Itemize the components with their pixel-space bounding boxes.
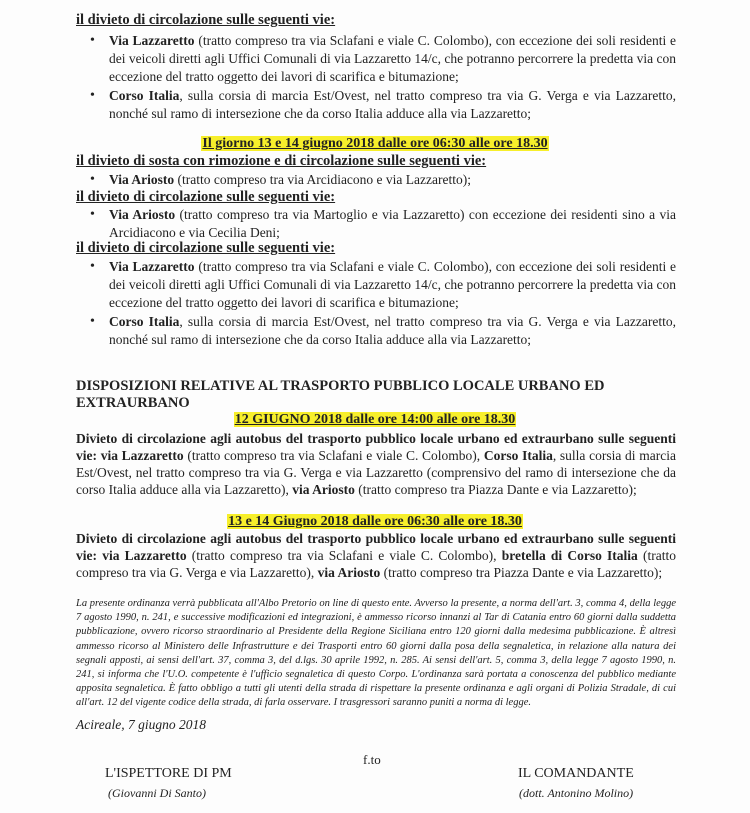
list-item: • Via Ariosto (tratto compreso tra via Martoglio e via Lazzaretto) con eccezione dei residenti sino a via Arcidiacono e via Cecilia Deni; (76, 206, 676, 242)
legal-notice: La presente ordinanza verrà pubblicata all'Albo Pretorio on line di questo ente. Avverso la presente, a norma dell'art. 3, comma 4, della legge 7 agosto 1990, n. 241, e successive modificazioni ed integrazioni, è ammesso ricorso innanzi al Tar di Catania entro 60 giorni dalla suddetta pubblicazione, ovvero ricorso straordinario al Presidente della Regione Siciliana entro 120 giorni dalla medesima pubblicazione. È altresì ammesso ricorso al Ministero delle Infrastrutture e dei Trasporti entro 60 giorni dalla posa della segnaletica, in relazione alla natura dei segnali apposti, ai sensi dell'art. 37, comma 3, del d.lgs. 30 aprile 1992, n. 285. Ai sensi dell'art. 5, comma 3, della legge 7 agosto 1990, n. 241, si informa che l'U.O. competente è l'ufficio segnaletica di questo Corpo. L'ordinanza sarà portata a conoscenza del pubblico mediante apposita segnaletica. È fatto obbligo a tutti gli utenti della strada di rispettare la presente ordinanza e agli organi di Polizia Stradale, di cui all'art. 12 del vigente codice della strada, di farla osservare. I trasgressori saranno puniti a norma di legge. (76, 598, 676, 709)
street-list-2 (76, 171, 676, 190)
signed-mark: f.to (363, 752, 381, 767)
signature-left-name: (Giovanni Di Santo) (108, 786, 206, 800)
signature-right-title: IL COMANDANTE (518, 766, 634, 781)
place-date: Acireale, 7 giugno 2018 (76, 717, 206, 732)
street-list-4 (76, 258, 676, 350)
list-item: • Via Ariosto (tratto compreso tra via Arcidiacono e via Lazzaretto); (76, 171, 676, 189)
date-highlight-2: 12 GIUGNO 2018 dalle ore 14:00 alle ore 18.30 (234, 412, 516, 427)
list-item: • Via Lazzaretto (tratto compreso tra via Sclafani e viale C. Colombo), con eccezione dei soli residenti e dei veicoli diretti agli Uffici Comunali di via Lazzaretto 14/c, che potranno percorrere la predetta via con eccezione del tratto oggetto dei lavori di scarifica e bitumazione; (76, 32, 676, 86)
heading-traffic-ban: il divieto di circolazione sulle seguenti vie: (76, 240, 336, 256)
bus-ban-paragraph-2: Divieto di circolazione agli autobus del trasporto pubblico locale urbano ed extraurbano sulle seguenti vie: via Lazzaretto (tratto compreso tra via Sclafani e viale C. Colombo), bretella di Corso Italia (tratto compreso tra via G. Verga e via Lazzaretto), via Ariosto (tratto compreso tra Piazza Dante e via Lazzaretto); (76, 531, 676, 580)
heading-parking-ban: il divieto di sosta con rimozione e di circolazione sulle seguenti vie: (76, 153, 487, 169)
date-highlight-1: Il giorno 13 e 14 giugno 2018 dalle ore 06:30 alle ore 18.30 (202, 136, 548, 151)
list-item: • Corso Italia, sulla corsia di marcia Est/Ovest, nel tratto compreso tra via G. Verga e via Lazzaretto, nonché sul ramo di intersezione che da corso Italia adduce alla via Lazzaretto; (76, 87, 676, 123)
heading-traffic-ban: il divieto di circolazione sulle seguenti vie: (76, 12, 336, 28)
street-list-1 (76, 32, 676, 124)
bus-ban-paragraph-1: Divieto di circolazione agli autobus del trasporto pubblico locale urbano ed extraurbano sulle seguenti vie: via Lazzaretto (tratto compreso tra via Sclafani e viale C. Colombo), Corso Italia, sulla corsia di marcia Est/Ovest, nel tratto compreso tra via G. Verga e via Lazzaretto (comprensivo del ramo di intersezione che da corso Italia adduce alla via Lazzaretto), via Ariosto (tratto compreso tra Piazza Dante e via Lazzaretto); (76, 431, 676, 497)
list-item: • Corso Italia, sulla corsia di marcia Est/Ovest, nel tratto compreso tra via G. Verga e via Lazzaretto, nonché sul ramo di intersezione che da corso Italia adduce alla via Lazzaretto; (76, 313, 676, 349)
heading-traffic-ban: il divieto di circolazione sulle seguenti vie: (76, 189, 336, 205)
list-item: • Via Lazzaretto (tratto compreso tra via Sclafani e viale C. Colombo), con eccezione dei soli residenti e dei veicoli diretti agli Uffici Comunali di via Lazzaretto 14/c, che potranno percorrere la predetta via con eccezione del tratto oggetto dei lavori di scarifica e bitumazione; (76, 258, 676, 312)
signature-right-name: (dott. Antonino Molino) (519, 786, 634, 800)
date-highlight-3: 13 e 14 Giugno 2018 dalle ore 06:30 alle ore 18.30 (228, 514, 522, 529)
section-title: DISPOSIZIONI RELATIVE AL TRASPORTO PUBBLICO LOCALE URBANO ED EXTRAURBANO (76, 378, 605, 411)
signature-left-title: L'ISPETTORE DI PM (105, 766, 232, 781)
street-list-3 (76, 206, 676, 243)
